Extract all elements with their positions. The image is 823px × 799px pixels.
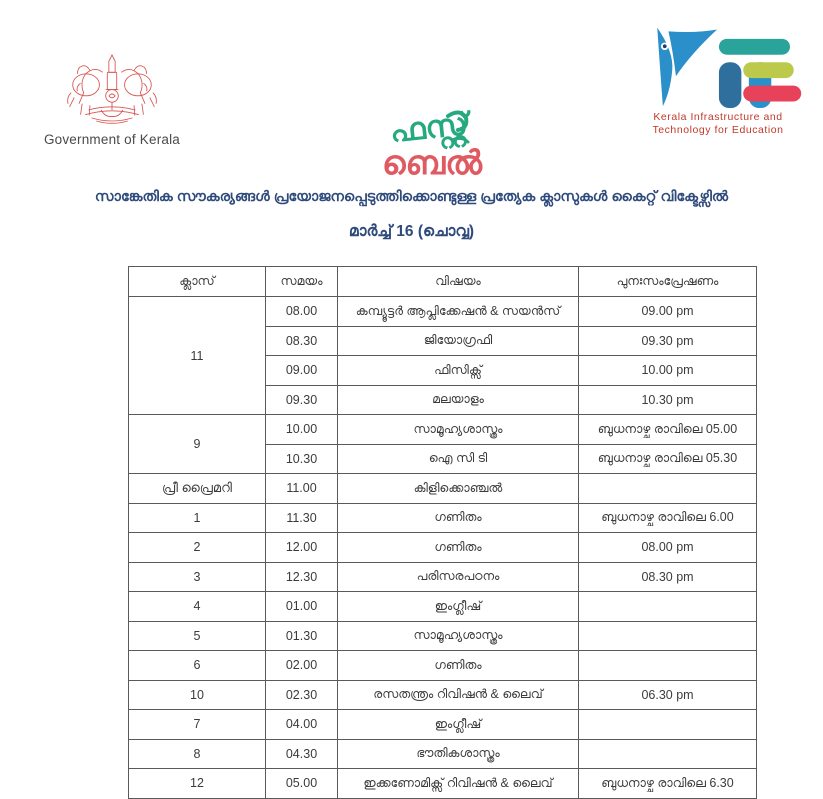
cell-subject: ഭൗതികശാസ്ത്രം: [338, 739, 579, 769]
first-bell-logo-icon: [352, 98, 512, 184]
cell-rebroadcast: 09.00 pm: [579, 297, 757, 327]
kite-tagline-line2: Technology for Education: [652, 124, 784, 137]
cell-class: 2: [129, 533, 266, 563]
cell-time: 01.30: [266, 621, 338, 651]
cell-rebroadcast: 10.00 pm: [579, 356, 757, 386]
cell-rebroadcast: [579, 621, 757, 651]
svg-text:ഫസ്റ്റ്: ഫസ്റ്റ്: [388, 106, 470, 150]
cell-rebroadcast: ബുധനാഴ്ച രാവിലെ 6.00: [579, 503, 757, 533]
table-row: [129, 710, 757, 740]
cell-time: 09.30: [266, 385, 338, 415]
cell-time: 11.30: [266, 503, 338, 533]
schedule-table-body: [129, 297, 757, 799]
cell-class: 1: [129, 503, 266, 533]
cell-rebroadcast: [579, 710, 757, 740]
cell-class: 7: [129, 710, 266, 740]
cell-subject: മലയാളം: [338, 385, 579, 415]
kite-tagline-line1: Kerala Infrastructure and: [653, 111, 783, 123]
cell-class: 5: [129, 621, 266, 651]
table-row: [129, 769, 757, 799]
cell-subject: ഇംഗ്ലീഷ്: [338, 592, 579, 622]
cell-time: 08.00: [266, 297, 338, 327]
cell-subject: ഇംഗ്ലീഷ്: [338, 710, 579, 740]
page-header: [0, 0, 823, 188]
kite-logo-icon: [628, 22, 808, 108]
cell-subject: ഗണിതം: [338, 533, 579, 563]
cell-time: 09.00: [266, 356, 338, 386]
cell-class: 11: [129, 297, 266, 415]
table-header-row: [129, 267, 757, 297]
column-header-subject: വിഷയം: [338, 267, 579, 297]
cell-class: 10: [129, 680, 266, 710]
cell-class: 6: [129, 651, 266, 681]
table-row: [129, 503, 757, 533]
table-row: [129, 474, 757, 504]
cell-subject: ഫിസിക്സ്: [338, 356, 579, 386]
cell-subject: ഐ സി ടി: [338, 444, 579, 474]
cell-rebroadcast: [579, 739, 757, 769]
schedule-table-container: [128, 266, 756, 799]
cell-time: 12.30: [266, 562, 338, 592]
cell-class: പ്രീ പ്രൈമറി: [129, 474, 266, 504]
cell-rebroadcast: [579, 651, 757, 681]
cell-rebroadcast: 10.30 pm: [579, 385, 757, 415]
table-row: [129, 651, 757, 681]
cell-subject: കമ്പ്യൂട്ടർ ആപ്ലിക്കേഷൻ & സയൻസ്: [338, 297, 579, 327]
cell-class: 12: [129, 769, 266, 799]
cell-time: 04.30: [266, 739, 338, 769]
cell-rebroadcast: [579, 474, 757, 504]
table-row: [129, 297, 757, 327]
schedule-table-head: [129, 267, 757, 297]
column-header-class: ക്ലാസ്: [129, 267, 266, 297]
cell-time: 01.00: [266, 592, 338, 622]
cell-class: 9: [129, 415, 266, 474]
page-date-subtitle: മാർച്ച് 16 (ചൊവ്വ): [348, 222, 475, 240]
government-of-kerala-label: Government of Kerala: [43, 132, 181, 147]
cell-subject: ജിയോഗ്രഫി: [338, 326, 579, 356]
cell-rebroadcast: ബുധനാഴ്ച രാവിലെ 6.30: [579, 769, 757, 799]
cell-time: 10.00: [266, 415, 338, 445]
cell-rebroadcast: ബുധനാഴ്ച രാവിലെ 05.30: [579, 444, 757, 474]
cell-subject: ഗണിതം: [338, 651, 579, 681]
cell-class: 8: [129, 739, 266, 769]
schedule-table: [128, 266, 757, 799]
cell-time: 11.00: [266, 474, 338, 504]
table-row: [129, 592, 757, 622]
table-row: [129, 739, 757, 769]
first-bell-logo: [352, 98, 512, 184]
kite-tagline: [620, 111, 816, 138]
cell-class: 4: [129, 592, 266, 622]
cell-class: 3: [129, 562, 266, 592]
cell-subject: ഇക്കണോമിക്സ് റിവിഷൻ & ലൈവ്: [338, 769, 579, 799]
table-row: [129, 415, 757, 445]
government-of-kerala-block: [22, 48, 202, 147]
cell-rebroadcast: 06.30 pm: [579, 680, 757, 710]
table-row: [129, 562, 757, 592]
cell-rebroadcast: [579, 592, 757, 622]
column-header-rebroadcast: പുനഃസംപ്രേഷണം: [579, 267, 757, 297]
cell-time: 02.30: [266, 680, 338, 710]
svg-text:ബെല്‍: ബെല്‍: [381, 144, 483, 181]
kerala-state-emblem-icon: [57, 48, 167, 128]
kite-logo-block: [620, 22, 816, 138]
cell-rebroadcast: 08.00 pm: [579, 533, 757, 563]
page-title: സാങ്കേതിക സൗകര്യങ്ങൾ പ്രയോജനപ്പെടുത്തിക്കൊണ്ടുള്ള പ്രത്യേക ക്ലാസുകൾ കൈറ്റ് വിക്ടേഴ്സിൽ: [94, 189, 729, 205]
cell-subject: സാമൂഹ്യശാസ്ത്രം: [338, 415, 579, 445]
cell-time: 02.00: [266, 651, 338, 681]
cell-subject: സാമൂഹ്യശാസ്ത്രം: [338, 621, 579, 651]
cell-time: 04.00: [266, 710, 338, 740]
cell-rebroadcast: ബുധനാഴ്ച രാവിലെ 05.00: [579, 415, 757, 445]
cell-time: 08.30: [266, 326, 338, 356]
cell-rebroadcast: 09.30 pm: [579, 326, 757, 356]
column-header-time: സമയം: [266, 267, 338, 297]
cell-subject: കിളിക്കൊഞ്ചൽ: [338, 474, 579, 504]
cell-subject: ഗണിതം: [338, 503, 579, 533]
cell-time: 12.00: [266, 533, 338, 563]
cell-rebroadcast: 08.30 pm: [579, 562, 757, 592]
cell-time: 10.30: [266, 444, 338, 474]
cell-subject: പരിസരപഠനം: [338, 562, 579, 592]
table-row: [129, 621, 757, 651]
cell-subject: രസതന്ത്രം റിവിഷൻ & ലൈവ്: [338, 680, 579, 710]
cell-time: 05.00: [266, 769, 338, 799]
table-row: [129, 680, 757, 710]
table-row: [129, 533, 757, 563]
